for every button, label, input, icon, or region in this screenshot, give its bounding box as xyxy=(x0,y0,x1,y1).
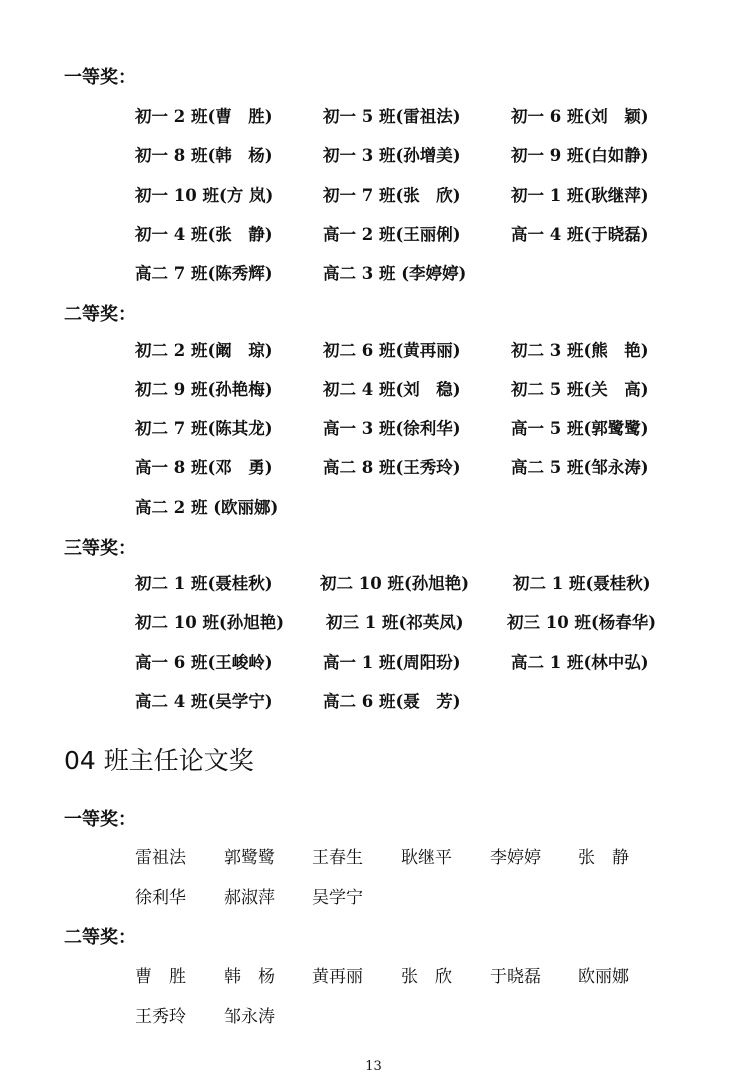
award-entry: 高二 5 班(邹永涛) xyxy=(511,458,649,477)
award-entry: 高二 6 班(聂 芳) xyxy=(323,692,461,711)
award-entry: 高一 4 班(于晓磊) xyxy=(511,225,649,244)
award-entry: 高一 2 班(王丽俐) xyxy=(323,225,461,244)
award-row xyxy=(0,496,747,520)
award-entry: 高一 6 班(王峻岭) xyxy=(135,653,273,672)
award-row xyxy=(0,339,747,363)
page-number: 13 xyxy=(365,1059,382,1074)
winner-name: 张 静 xyxy=(578,848,629,868)
award-row xyxy=(0,223,747,247)
award-row xyxy=(0,690,747,714)
winner-name: 郭鹭鹭 xyxy=(224,848,275,868)
winner-name: 吴学宁 xyxy=(312,888,363,908)
award-entry: 高二 3 班 (李婷婷) xyxy=(323,264,467,283)
award-entry: 初一 2 班(曹 胜) xyxy=(135,107,273,126)
award-entry: 高二 1 班(林中弘) xyxy=(511,653,649,672)
winner-name: 韩 杨 xyxy=(224,967,275,987)
award-row xyxy=(0,144,747,168)
award-row xyxy=(0,105,747,129)
award-entry: 初二 9 班(孙艳梅) xyxy=(135,380,273,399)
essay-first-prize-label: 一等奖： xyxy=(64,809,136,830)
award-entry: 初三 1 班(祁英凤) xyxy=(326,613,464,632)
winner-name: 郝淑萍 xyxy=(224,888,275,908)
award-entry: 初二 1 班(聂桂秋) xyxy=(513,574,651,593)
winner-name: 徐利华 xyxy=(135,888,186,908)
name-row xyxy=(0,886,747,910)
section-heading: 04 班主任论文奖 xyxy=(64,746,254,775)
award-entry: 初二 10 班(孙旭艳) xyxy=(135,613,285,632)
award-entry: 高二 8 班(王秀玲) xyxy=(323,458,461,477)
award-row xyxy=(0,651,747,675)
third-prize-label: 三等奖： xyxy=(64,538,136,559)
award-entry: 初二 4 班(刘 稳) xyxy=(323,380,461,399)
award-entry: 初二 3 班(熊 艳) xyxy=(511,341,649,360)
award-entry: 高一 1 班(周阳玢) xyxy=(323,653,461,672)
winner-name: 耿继平 xyxy=(401,848,452,868)
award-entry: 初二 6 班(黄再丽) xyxy=(323,341,461,360)
award-entry: 初一 5 班(雷祖法) xyxy=(323,107,461,126)
award-entry: 初一 3 班(孙增美) xyxy=(323,146,461,165)
award-entry: 高一 8 班(邓 勇) xyxy=(135,458,273,477)
award-entry: 高二 2 班 (欧丽娜) xyxy=(135,498,279,517)
award-entry: 初二 5 班(关 高) xyxy=(511,380,649,399)
award-entry: 高一 5 班(郭鹭鹭) xyxy=(511,419,649,438)
award-entry: 初一 8 班(韩 杨) xyxy=(135,146,273,165)
award-entry: 高二 4 班(吴学宁) xyxy=(135,692,273,711)
winner-name: 李婷婷 xyxy=(490,848,541,868)
award-entry: 初二 1 班(聂桂秋) xyxy=(135,574,273,593)
winner-name: 于晓磊 xyxy=(490,967,541,987)
award-row xyxy=(0,456,747,480)
award-entry: 高二 7 班(陈秀辉) xyxy=(135,264,273,283)
winner-name: 雷祖法 xyxy=(135,848,186,868)
award-entry: 初一 10 班(方 岚) xyxy=(135,186,274,205)
winner-name: 王春生 xyxy=(312,848,363,868)
winner-name: 曹 胜 xyxy=(135,967,186,987)
award-entry: 初二 2 班(阚 琼) xyxy=(135,341,273,360)
award-entry: 初三 10 班(杨春华) xyxy=(507,613,657,632)
essay-second-prize-label: 二等奖： xyxy=(64,927,136,948)
winner-name: 黄再丽 xyxy=(312,967,363,987)
award-entry: 高一 3 班(徐利华) xyxy=(323,419,461,438)
winner-name: 王秀玲 xyxy=(135,1007,186,1027)
award-row xyxy=(0,378,747,402)
winner-name: 张 欣 xyxy=(401,967,452,987)
award-entry: 初一 4 班(张 静) xyxy=(135,225,273,244)
award-entry: 初二 10 班(孙旭艳) xyxy=(320,574,470,593)
award-row xyxy=(0,184,747,208)
award-entry: 初一 7 班(张 欣) xyxy=(323,186,461,205)
award-entry: 初一 6 班(刘 颖) xyxy=(511,107,649,126)
winner-name: 欧丽娜 xyxy=(578,967,629,987)
name-row xyxy=(0,846,747,870)
award-row xyxy=(0,572,747,596)
first-prize-label: 一等奖： xyxy=(64,67,136,88)
award-row xyxy=(0,262,747,286)
award-row xyxy=(0,417,747,441)
award-entry: 初一 1 班(耿继萍) xyxy=(511,186,649,205)
award-entry: 初一 9 班(白如静) xyxy=(511,146,649,165)
name-row xyxy=(0,1005,747,1029)
name-row xyxy=(0,965,747,989)
second-prize-label: 二等奖： xyxy=(64,304,136,325)
winner-name: 邹永涛 xyxy=(224,1007,275,1027)
award-row xyxy=(0,611,747,635)
award-entry: 初二 7 班(陈其龙) xyxy=(135,419,273,438)
